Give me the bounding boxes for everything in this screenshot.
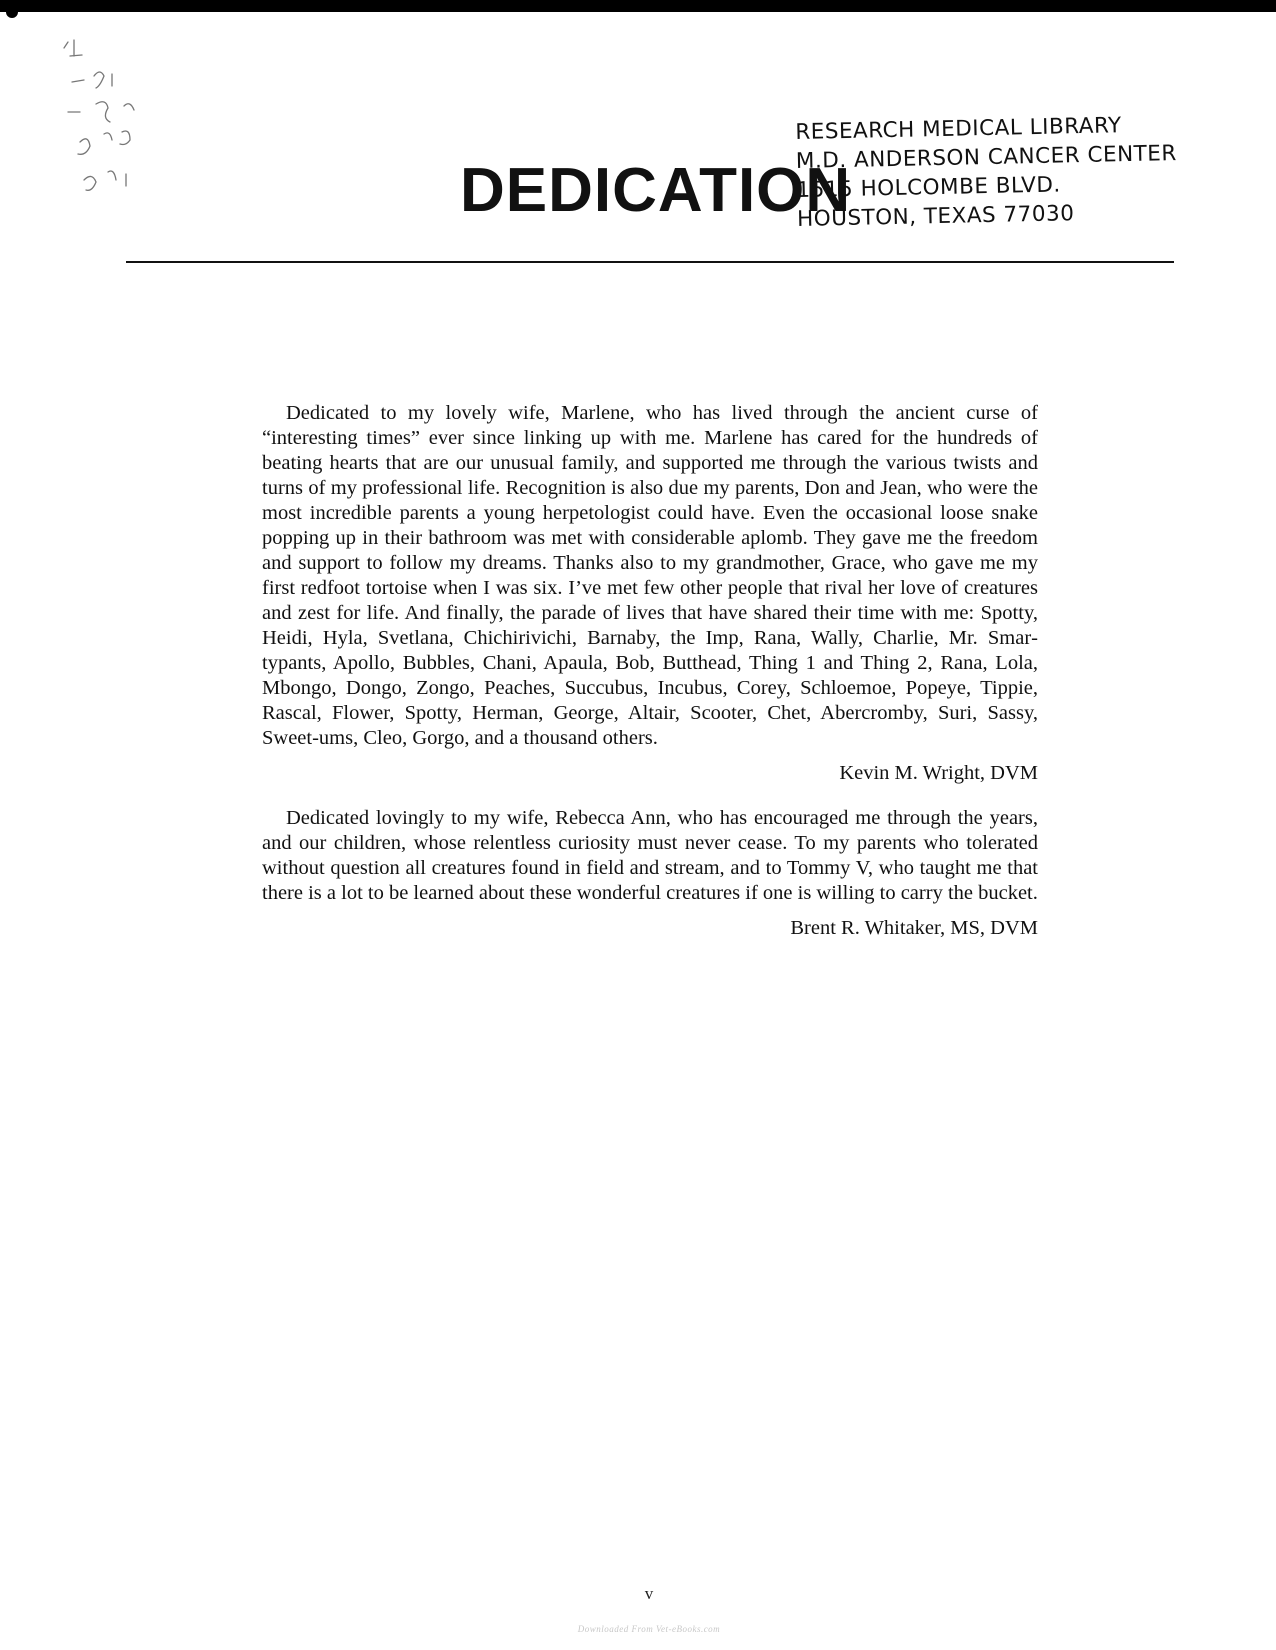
handwritten-margin-notes <box>60 30 170 210</box>
title-divider <box>126 261 1174 263</box>
library-stamp <box>795 110 1178 234</box>
scan-top-border <box>0 0 1276 12</box>
stamp-line: RESEARCH MEDICAL LIBRARY <box>795 113 1122 145</box>
dedication-paragraph-whitaker: Dedicated lovingly to my wife, Rebecca Ann, who has encouraged me through the years, and our children, whose relentless curiosity must never cease. To my parents who tolerated without question all creatures found in field and stream, and to Tommy V, who taught me that there is a lot to be learned about these wonderful creatures if one is willing to carry the bucket. <box>262 807 1038 904</box>
stamp-line: M.D. ANDERSON CANCER CENTER <box>795 141 1178 174</box>
stamp-line: 1515 HOLCOMBE BLVD. <box>796 172 1061 203</box>
scan-corner-mark <box>6 6 18 18</box>
dedication-paragraph-wright: Dedicated to my lovely wife, Marlene, who has lived through the ancient curse of “interesting times” ever since linking up with me. Marlene has cared for the hundreds of beating hearts that are our unusual family, and supported me through the various twists and turns of my professional life. Recognition is also due my parents, Don and Jean, who were the most incredible parents a young herpetologist could have. Even the occasional loose snake popping up in their bathroom was met with considerable aplomb. They gave me the freedom and support to follow my dreams. Thanks also to my grandmother, Grace, who gave me my first redfoot tortoise when I was six. I’ve met few other people that rival her love of creatures and zest for life. And finally, the parade of lives that have shared their time with me: Spotty, Heidi, Hyla, Svetlana, Chichirivichi, Barnaby, the Imp, Rana, Wally, Charlie, Mr. Smartypants, Apollo, Bubbles, Chani, Apaula, Bob, Butthead, Thing 1 and Thing 2, Rana, Lola, Mbongo, Dongo, Zongo, Peaches, Succubus, Incubus, Corey, Schloemoe, Popeye, Tippie, Rascal, Flower, Spotty, Herman, George, Altair, Scooter, Chet, Abercromby, Suri, Sassy, Sweet-ums, Cleo, Gorgo, and a thousand others. <box>262 402 1038 749</box>
page-title: DEDICATION <box>460 156 852 225</box>
footer-watermark: Downloaded From Vet-eBooks.com <box>577 1624 721 1634</box>
signature-whitaker: Brent R. Whitaker, MS, DVM <box>790 917 1038 939</box>
dedication-body <box>262 401 1038 961</box>
page-number: v <box>644 1584 654 1603</box>
signature-wright: Kevin M. Wright, DVM <box>839 762 1038 784</box>
stamp-line: HOUSTON, TEXAS 77030 <box>796 201 1075 232</box>
